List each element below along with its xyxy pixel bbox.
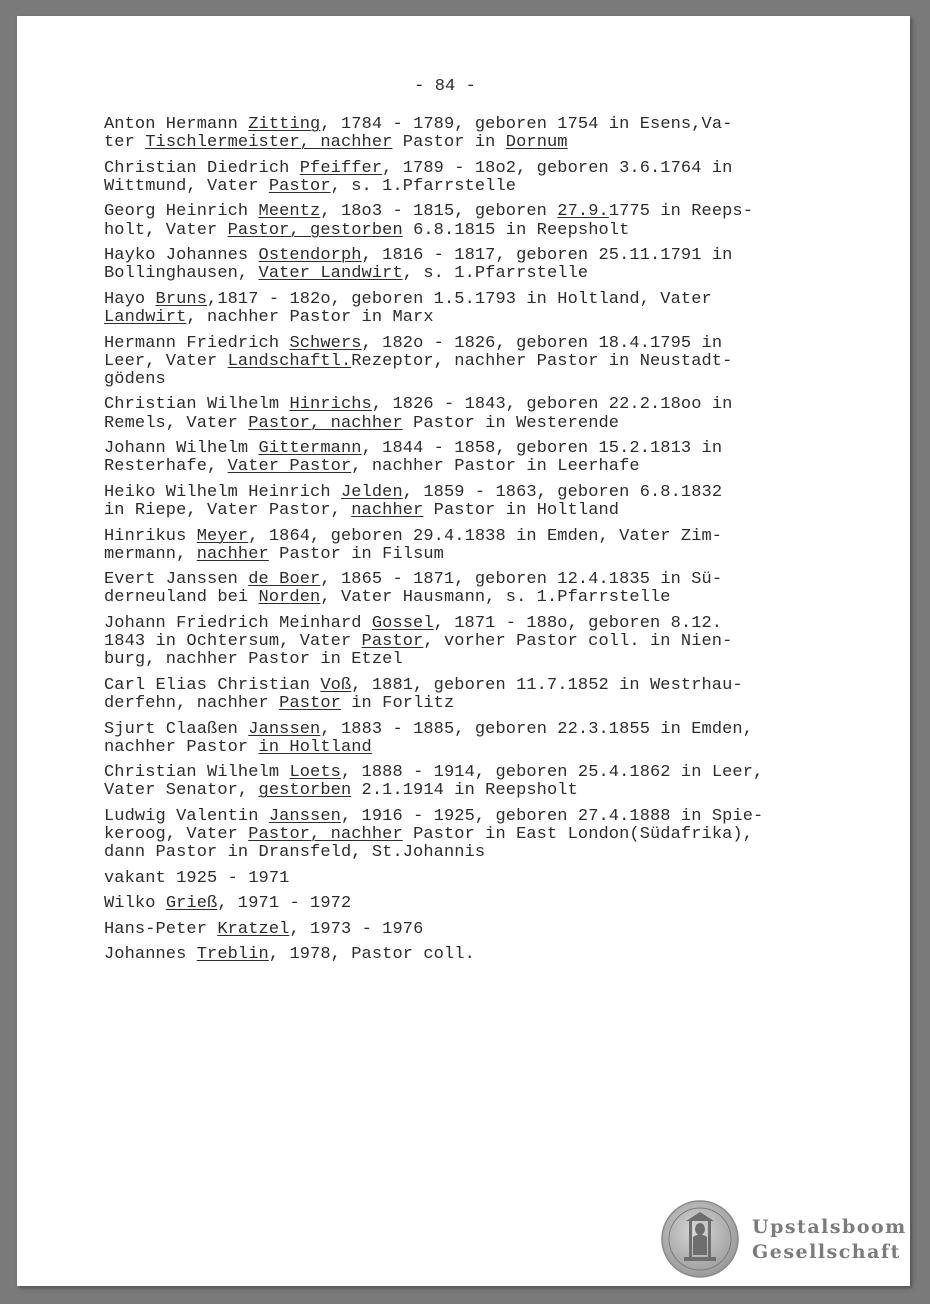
entry-text: , s. 1.Pfarrstelle [402, 264, 589, 284]
entry-text: Ludwig Valentin [104, 806, 269, 826]
entry-text: Anton Hermann [104, 115, 249, 134]
entry-text: Leer, Vater [104, 351, 228, 371]
entry-text: , 1789 - 18o2, geboren 3.6.1764 in [382, 158, 733, 178]
entry-line [104, 633, 824, 651]
underlined-text: Bruns [155, 289, 208, 309]
entry-text: Hans-Peter [104, 919, 218, 939]
entry-text: , 1881, geboren 11.7.1852 in Westrhau- [351, 675, 743, 695]
underlined-text: Norden [258, 588, 321, 608]
underlined-text: nachher [196, 544, 269, 564]
entry-line [104, 721, 824, 739]
entry-text: , 1816 - 1817, geboren 25.11.1791 in [361, 246, 733, 266]
entry-line [104, 484, 824, 502]
entry-line [104, 870, 824, 888]
entry-line [104, 309, 824, 327]
entry-text: , Vater Hausmann, s. 1.Pfarrstelle [320, 588, 671, 608]
underlined-text: nachher [351, 501, 424, 521]
underlined-text: Ostendorph [258, 246, 362, 266]
underlined-text: Zitting [248, 115, 321, 134]
underlined-text: Meentz [258, 202, 321, 222]
underlined-text: Loets [289, 763, 341, 783]
underlined-text: Jelden [340, 482, 403, 502]
entry-text: nachher Pastor [104, 737, 259, 757]
pastor-entry [104, 615, 824, 670]
entry-text: , 1888 - 1914, geboren 25.4.1862 in Leer, [340, 763, 764, 783]
entry-line [104, 265, 824, 283]
entry-text: Christian Wilhelm [104, 763, 290, 783]
underlined-text: Pastor [268, 176, 331, 196]
entry-text: , 1859 - 1863, geboren 6.8.1832 [402, 482, 723, 502]
entry-text: gödens [104, 369, 166, 389]
entry-text: ,1817 - 182o, geboren 1.5.1793 in Holtland, Vater [207, 289, 712, 309]
entry-text: , 1871 - 188o, geboren 8.12. [433, 613, 723, 633]
entry-text: 6.8.1815 in Reepsholt [402, 220, 630, 240]
entry-text: 1775 in Reeps- [608, 202, 754, 222]
entry-text: , nachher Pastor in Marx [186, 308, 434, 328]
entry-line [104, 178, 824, 196]
entry-line [104, 502, 824, 520]
watermark-line-2: Gesellschaft [752, 1241, 901, 1263]
entry-line [104, 739, 824, 757]
entry-text: Remels, Vater [104, 413, 249, 433]
entry-text: Bollinghausen, [104, 264, 259, 284]
pastor-entry [104, 247, 824, 283]
entry-line [104, 695, 824, 713]
entry-text: , 1916 - 1925, geboren 27.4.1888 in Spie- [340, 806, 764, 826]
entry-text: in Forlitz [340, 694, 455, 714]
underlined-text: Voß [320, 675, 352, 695]
entry-line [104, 353, 824, 371]
entry-text: , 18o3 - 1815, geboren [320, 202, 558, 222]
entry-line [104, 826, 824, 844]
entry-line [104, 134, 824, 152]
entry-text: Hermann Friedrich [104, 333, 290, 353]
pastor-entry [104, 870, 824, 888]
pastor-list [104, 116, 824, 972]
underlined-text: gestorben [258, 781, 352, 801]
entry-text: Pastor in [392, 133, 506, 153]
entry-text: ter [104, 133, 146, 153]
pastor-entry [104, 396, 824, 432]
underlined-text: Landwirt [104, 308, 187, 328]
underlined-text: Hinrichs [289, 395, 372, 415]
entry-line [104, 808, 824, 826]
underlined-text: Janssen [268, 806, 341, 826]
entry-line [104, 677, 824, 695]
entry-text: Evert Janssen [104, 570, 249, 590]
entry-line [104, 291, 824, 309]
entry-line [104, 589, 824, 607]
underlined-text: Pastor, gestorben [227, 220, 403, 240]
entry-text: holt, Vater [104, 220, 228, 240]
entry-text: Johann Friedrich Meinhard [104, 613, 372, 633]
entry-line [104, 116, 824, 134]
underlined-text: Gossel [371, 613, 434, 633]
underlined-text: in Holtland [258, 737, 372, 757]
watermark-text [752, 1215, 907, 1265]
entry-text: , 1973 - 1976 [289, 919, 424, 939]
entry-line [104, 371, 824, 389]
entry-text: Christian Wilhelm [104, 395, 290, 415]
pastor-entry [104, 484, 824, 520]
underlined-text: Pastor [279, 694, 341, 714]
underlined-text: Kratzel [217, 919, 290, 939]
underlined-text: Pastor [361, 632, 424, 652]
underlined-text: Meyer [196, 526, 249, 546]
page-number: - 84 - [414, 77, 476, 96]
entry-line [104, 615, 824, 633]
seal-icon [660, 1199, 740, 1279]
entry-text: , 1883 - 1885, geboren 22.3.1855 in Emden, [320, 719, 754, 739]
entry-text: Heiko Wilhelm Heinrich [104, 482, 341, 502]
pastor-entry [104, 721, 824, 757]
entry-line [104, 222, 824, 240]
entry-text: , 1864, geboren 29.4.1838 in Emden, Vater Zim- [248, 526, 723, 546]
pastor-entry [104, 160, 824, 196]
entry-line [104, 203, 824, 221]
entry-line [104, 921, 824, 939]
entry-text: Carl Elias Christian [104, 675, 321, 695]
underlined-text: Tischlermeister, nachher [145, 133, 393, 153]
entry-text: Georg Heinrich [104, 202, 259, 222]
entry-line [104, 782, 824, 800]
entry-line [104, 546, 824, 564]
entry-text: Pastor in East London(Südafrika), [402, 825, 754, 845]
underlined-text: Schwers [289, 333, 362, 353]
entry-line [104, 764, 824, 782]
entry-text: Pastor in Filsum [268, 544, 444, 564]
underlined-text: Dornum [505, 133, 568, 153]
underlined-text: Grieß [165, 894, 218, 914]
entry-line [104, 844, 824, 862]
entry-text: , 1971 - 1972 [217, 894, 352, 914]
underlined-text: 27.9. [557, 202, 609, 222]
entry-text: Sjurt Claaßen [104, 719, 249, 739]
entry-text: Hayko Johannes [104, 246, 259, 266]
entry-text: , 1826 - 1843, geboren 22.2.18oo in [371, 395, 733, 415]
entry-line [104, 335, 824, 353]
entry-text: , 1784 - 1789, geboren 1754 in Esens,Va- [320, 115, 733, 134]
entry-text: Johannes [104, 945, 197, 965]
entry-text: dann Pastor in Dransfeld, St.Johannis [104, 843, 486, 863]
pastor-entry [104, 808, 824, 863]
underlined-text: Pastor, nachher [248, 825, 403, 845]
underlined-text: Vater Pastor [227, 457, 352, 477]
entry-text: vakant 1925 - 1971 [104, 868, 290, 888]
underlined-text: Janssen [248, 719, 321, 739]
entry-text: burg, nachher Pastor in Etzel [104, 650, 403, 670]
entry-text: Rezeptor, nachher Pastor in Neustadt- [351, 351, 733, 371]
entry-text: Christian Diedrich [104, 158, 300, 178]
entry-text: , 1978, Pastor coll. [268, 945, 475, 965]
entry-line [104, 247, 824, 265]
entry-text: keroog, Vater [104, 825, 249, 845]
underlined-text: Pastor, nachher [248, 413, 403, 433]
entry-line [104, 415, 824, 433]
entry-text: Pastor in Westerende [402, 413, 620, 433]
entry-text: Wittmund, Vater [104, 176, 269, 196]
entry-text: mermann, [104, 544, 197, 564]
entry-text: in Riepe, Vater Pastor, [104, 501, 352, 521]
underlined-text: Vater Landwirt [258, 264, 403, 284]
entry-text: 2.1.1914 in Reepsholt [351, 781, 578, 801]
pastor-entry [104, 764, 824, 800]
pastor-entry [104, 440, 824, 476]
entry-line [104, 528, 824, 546]
entry-text: , 1865 - 1871, geboren 12.4.1835 in Sü- [320, 570, 723, 590]
entry-line [104, 440, 824, 458]
entry-text: , nachher Pastor in Leerhafe [351, 457, 640, 477]
entry-text: Pastor in Holtland [423, 501, 620, 521]
entry-text: Resterhafe, [104, 457, 228, 477]
pastor-entry [104, 528, 824, 564]
pastor-entry [104, 291, 824, 327]
watermark-line-1: Upstalsboom [752, 1216, 907, 1238]
entry-text: Hinrikus [104, 526, 197, 546]
entry-text: Vater Senator, [104, 781, 259, 801]
entry-line [104, 458, 824, 476]
document-page [17, 16, 910, 1286]
pastor-entry [104, 895, 824, 913]
entry-text: Wilko [104, 894, 166, 914]
pastor-entry [104, 921, 824, 939]
entry-text: , 1844 - 1858, geboren 15.2.1813 in [361, 439, 723, 459]
pastor-entry [104, 571, 824, 607]
pastor-entry [104, 335, 824, 390]
underlined-text: Landschaftl. [227, 351, 352, 371]
underlined-text: de Boer [248, 570, 321, 590]
entry-line [104, 651, 824, 669]
underlined-text: Pfeiffer [299, 158, 383, 178]
entry-line [104, 895, 824, 913]
entry-line [104, 571, 824, 589]
entry-text: derneuland bei [104, 588, 259, 608]
watermark-logo [660, 1199, 910, 1279]
entry-text: , vorher Pastor coll. in Nien- [423, 632, 733, 652]
entry-text: , s. 1.Pfarrstelle [330, 176, 517, 196]
entry-line [104, 396, 824, 414]
entry-line [104, 946, 824, 964]
entry-text: , 182o - 1826, geboren 18.4.1795 in [361, 333, 723, 353]
underlined-text: Treblin [196, 945, 269, 965]
pastor-entry [104, 116, 824, 152]
underlined-text: Gittermann [258, 439, 362, 459]
entry-text: Johann Wilhelm [104, 439, 259, 459]
entry-line [104, 160, 824, 178]
pastor-entry [104, 946, 824, 964]
entry-text: 1843 in Ochtersum, Vater [104, 632, 362, 652]
pastor-entry [104, 677, 824, 713]
pastor-entry [104, 203, 824, 239]
entry-text: Hayo [104, 289, 156, 309]
entry-text: derfehn, nachher [104, 694, 280, 714]
